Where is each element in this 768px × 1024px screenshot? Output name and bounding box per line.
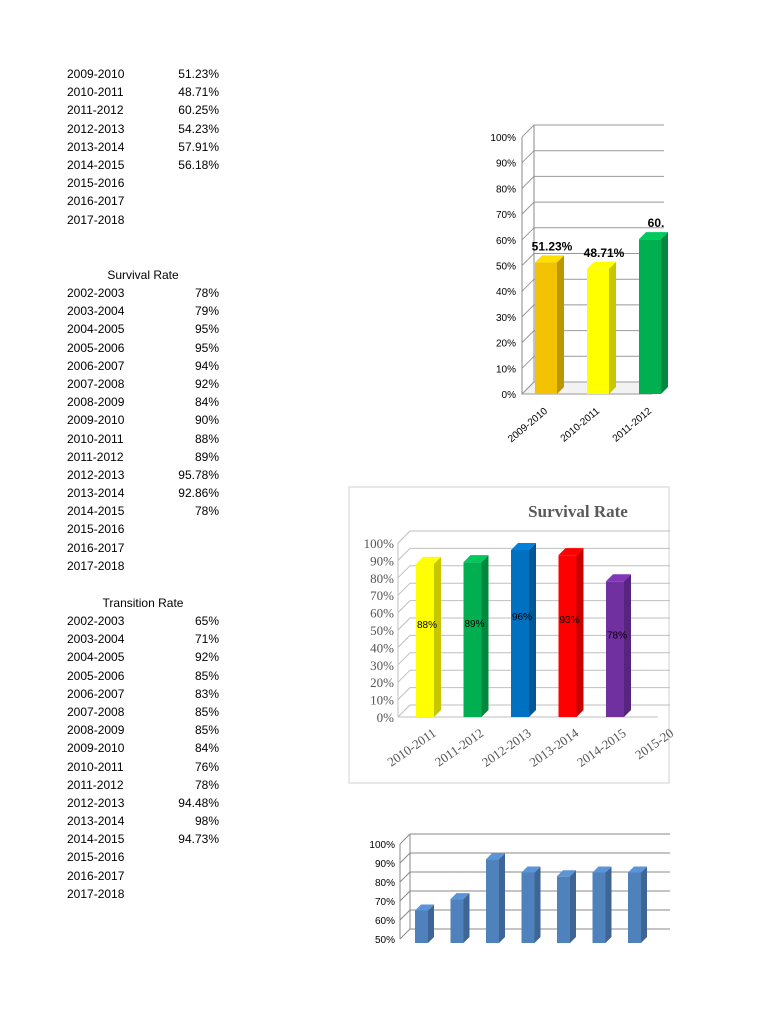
value-cell: 92.86% — [178, 486, 219, 501]
value-cell: 95% — [194, 340, 219, 355]
y-tick-label: 90% — [374, 859, 395, 870]
chart-1 — [470, 120, 665, 460]
survival-rate-chart — [348, 486, 677, 786]
y-tick-label: 60% — [370, 605, 394, 621]
table-row — [67, 339, 219, 357]
grid-line — [522, 356, 534, 368]
bar — [522, 873, 535, 944]
year-cell: 2010-2011 — [67, 85, 124, 100]
table-row — [67, 520, 219, 538]
y-tick-label: 20% — [370, 675, 394, 691]
bar-side — [624, 574, 631, 717]
table-row — [67, 739, 219, 757]
y-tick-label: 100% — [369, 840, 395, 851]
year-cell: 2008-2009 — [67, 723, 125, 738]
value-cell: 85% — [194, 668, 219, 683]
value-cell: 92% — [194, 650, 219, 665]
table-row — [67, 502, 219, 520]
y-tick-label: 50% — [370, 623, 394, 638]
bar-side — [606, 867, 612, 944]
bar-side — [482, 555, 489, 717]
y-tick-label: 50% — [374, 935, 395, 946]
year-cell: 2010-2011 — [67, 759, 124, 774]
year-cell: 2013-2014 — [67, 814, 125, 829]
table-row — [67, 776, 219, 794]
year-cell: 2007-2008 — [67, 704, 125, 719]
year-cell: 2012-2013 — [67, 121, 125, 136]
year-cell: 2003-2004 — [67, 632, 125, 647]
value-cell: 57.91% — [178, 139, 219, 154]
data-label: 78% — [606, 630, 628, 642]
year-cell: 2013-2014 — [67, 139, 125, 154]
x-tick-label: 2015-20 — [632, 725, 677, 763]
value-cell: 98% — [194, 814, 219, 829]
table-row — [67, 430, 219, 448]
table-row — [67, 830, 219, 848]
data-label: 93% — [559, 615, 580, 627]
table-row — [67, 284, 219, 302]
grid-line — [400, 872, 410, 882]
year-cell: 2015-2016 — [67, 176, 125, 191]
data-label: 48.71% — [583, 245, 625, 260]
value-cell: 78% — [194, 504, 219, 519]
year-cell: 2005-2006 — [67, 340, 125, 355]
value-cell: 88% — [194, 431, 219, 446]
y-tick-label: 10% — [495, 364, 516, 376]
data-label: 89% — [464, 619, 485, 631]
x-tick-label: 2010-2011 — [384, 725, 439, 770]
year-cell: 2014-2015 — [67, 157, 125, 172]
year-cell: 2016-2017 — [67, 868, 125, 883]
bar-side — [609, 262, 616, 394]
grid-line — [400, 853, 410, 863]
y-tick-label: 0% — [501, 390, 516, 401]
grid-line — [522, 279, 534, 291]
bar — [511, 550, 529, 717]
table-row — [67, 794, 219, 812]
table-row — [67, 758, 219, 776]
transition-rate-table — [67, 594, 219, 903]
bar-side — [641, 867, 647, 944]
value-cell: 65% — [194, 614, 219, 628]
data-label: 51.23% — [531, 239, 573, 254]
table-row — [67, 156, 219, 174]
year-cell: 2014-2015 — [67, 832, 125, 847]
year-cell: 2011-2012 — [67, 449, 124, 464]
table-row — [67, 484, 219, 502]
bar — [587, 269, 609, 394]
bar — [628, 873, 641, 944]
year-cell: 2016-2017 — [67, 540, 125, 555]
value-cell: 71% — [194, 632, 219, 647]
value-cell: 92% — [194, 376, 219, 391]
table-row — [67, 375, 219, 393]
year-cell: 2004-2005 — [67, 322, 125, 337]
grid-line — [400, 834, 410, 844]
table-row — [67, 320, 219, 338]
value-cell: 78% — [194, 286, 219, 300]
bar — [559, 555, 580, 717]
grid-line — [522, 254, 534, 266]
table-row — [67, 667, 219, 685]
y-tick-label: 10% — [370, 692, 394, 708]
value-cell: 83% — [194, 686, 219, 701]
y-tick-label: 30% — [495, 312, 516, 324]
value-cell: 89% — [194, 449, 219, 464]
grid-line — [522, 151, 534, 163]
value-cell: 90% — [194, 413, 219, 428]
year-cell: 2017-2018 — [67, 558, 125, 573]
table-row — [67, 65, 219, 83]
bar-side — [529, 543, 536, 717]
year-cell: 2012-2013 — [67, 467, 125, 482]
bar-side — [434, 557, 441, 717]
y-tick-label: 70% — [370, 588, 394, 604]
bar-side — [499, 853, 505, 943]
grid-line — [522, 176, 534, 188]
year-cell: 2009-2010 — [67, 413, 125, 428]
table-row — [67, 466, 219, 484]
table-row — [67, 648, 219, 666]
table-row — [67, 192, 219, 210]
bar-side — [661, 232, 668, 394]
table-row — [67, 393, 219, 411]
table-row — [67, 138, 219, 156]
y-tick-label: 30% — [370, 657, 394, 673]
year-cell: 2010-2011 — [67, 431, 124, 446]
data-label: 96% — [511, 612, 533, 624]
table-row — [67, 812, 219, 830]
year-cell: 2015-2016 — [67, 850, 125, 865]
bar-side — [535, 867, 541, 944]
bar-side — [464, 893, 470, 943]
table-row — [67, 557, 219, 575]
value-cell: 60.25% — [178, 103, 219, 118]
year-cell: 2011-2012 — [67, 103, 124, 118]
transition-rate-table-title: Transition Rate — [102, 596, 184, 610]
value-cell: 95% — [194, 322, 219, 337]
y-tick-label: 0% — [376, 710, 394, 725]
value-cell: 54.23% — [178, 121, 219, 136]
y-tick-label: 80% — [495, 184, 516, 196]
value-cell: 56.18% — [178, 157, 219, 172]
y-tick-label: 90% — [370, 553, 394, 569]
year-cell: 2011-2012 — [67, 777, 124, 792]
value-cell: 48.71% — [178, 85, 219, 100]
x-tick-label: 2013-2014 — [526, 725, 582, 770]
bar — [639, 239, 661, 394]
year-cell: 2014-2015 — [67, 504, 125, 519]
bar-side — [557, 255, 564, 394]
year-cell: 2015-2016 — [67, 522, 125, 537]
table-row — [67, 448, 219, 466]
x-tick-label: 2011-2012 — [610, 405, 654, 445]
table-row — [67, 101, 219, 119]
table-row — [67, 885, 219, 903]
table-row — [67, 83, 219, 101]
survival-rate-table-title: Survival Rate — [107, 268, 179, 282]
year-cell: 2005-2006 — [67, 668, 125, 683]
y-tick-label: 20% — [495, 338, 516, 350]
value-cell: 76% — [194, 759, 219, 774]
value-cell: 85% — [194, 723, 219, 738]
y-tick-label: 100% — [490, 133, 516, 144]
table-row — [67, 703, 219, 721]
year-cell: 2007-2008 — [67, 376, 125, 391]
data-label: 60. — [647, 216, 665, 231]
value-cell: 78% — [194, 777, 219, 792]
table-row — [67, 174, 219, 192]
bar-side — [570, 870, 576, 943]
value-cell: 51.23% — [178, 67, 219, 81]
x-tick-label: 2014-2015 — [573, 725, 629, 770]
grid-line — [522, 305, 534, 317]
y-tick-label: 70% — [374, 897, 395, 908]
table-row — [67, 612, 219, 630]
table-row — [67, 848, 219, 866]
year-cell: 2016-2017 — [67, 194, 125, 209]
bar — [451, 899, 464, 943]
year-cell: 2006-2007 — [67, 358, 125, 373]
transition-rate-chart — [350, 830, 648, 946]
x-tick-label: 2012-2013 — [478, 725, 534, 770]
y-tick-label: 60% — [495, 235, 516, 247]
grid-line — [400, 910, 410, 920]
bar — [535, 262, 557, 394]
bar-side — [577, 548, 584, 717]
year-cell: 2009-2010 — [67, 741, 125, 756]
y-tick-label: 80% — [370, 570, 394, 586]
bar — [486, 859, 499, 943]
table-row — [67, 411, 219, 429]
table-row — [67, 357, 219, 375]
y-tick-label: 60% — [374, 916, 395, 927]
grid-line — [400, 929, 410, 939]
bar — [593, 873, 606, 944]
year-cell: 2008-2009 — [67, 395, 125, 410]
value-cell: 79% — [194, 304, 219, 319]
year-cell: 2002-2003 — [67, 286, 125, 300]
grid-line — [400, 891, 410, 901]
value-cell: 85% — [194, 704, 219, 719]
table-row — [67, 302, 219, 320]
rate-table-1 — [67, 65, 219, 229]
bar — [606, 581, 624, 717]
year-cell: 2004-2005 — [67, 650, 125, 665]
y-tick-label: 80% — [374, 878, 395, 889]
bar — [416, 564, 434, 717]
year-cell: 2017-2018 — [67, 212, 125, 227]
x-tick-label: 2009-2010 — [506, 405, 550, 446]
table-row — [67, 685, 219, 703]
grid-line — [522, 202, 534, 214]
year-cell: 2017-2018 — [67, 886, 125, 901]
data-label: 88% — [416, 620, 438, 632]
bar — [415, 911, 428, 944]
value-cell: 94% — [194, 358, 219, 373]
bar-side — [428, 905, 434, 944]
table-row — [67, 539, 219, 557]
grid-line — [522, 125, 534, 137]
y-tick-label: 70% — [495, 210, 516, 222]
x-tick-label: 2010-2011 — [558, 405, 602, 445]
value-cell: 84% — [194, 395, 219, 410]
y-tick-label: 50% — [495, 261, 516, 273]
table-row — [67, 120, 219, 138]
table-row — [67, 867, 219, 885]
bar — [464, 562, 485, 717]
value-cell: 95.78% — [178, 467, 219, 482]
x-tick-label: 2011-2012 — [431, 725, 487, 770]
bar — [557, 876, 570, 943]
value-cell: 84% — [194, 741, 219, 756]
year-cell: 2003-2004 — [67, 304, 125, 319]
y-tick-label: 40% — [495, 287, 516, 299]
year-cell: 2002-2003 — [67, 614, 125, 628]
grid-line — [522, 228, 534, 240]
chart-title: Survival Rate — [528, 502, 628, 521]
year-cell: 2013-2014 — [67, 486, 125, 501]
table-row — [67, 721, 219, 739]
value-cell: 94.48% — [178, 795, 219, 810]
table-row — [67, 211, 219, 229]
year-cell: 2009-2010 — [67, 67, 125, 81]
year-cell: 2012-2013 — [67, 795, 125, 810]
survival-rate-table — [67, 266, 219, 575]
y-tick-label: 40% — [370, 640, 394, 656]
y-tick-label: 90% — [495, 158, 516, 170]
y-tick-label: 100% — [363, 536, 394, 551]
table-row — [67, 630, 219, 648]
grid-line — [522, 331, 534, 343]
value-cell: 94.73% — [178, 832, 219, 847]
year-cell: 2006-2007 — [67, 686, 125, 701]
